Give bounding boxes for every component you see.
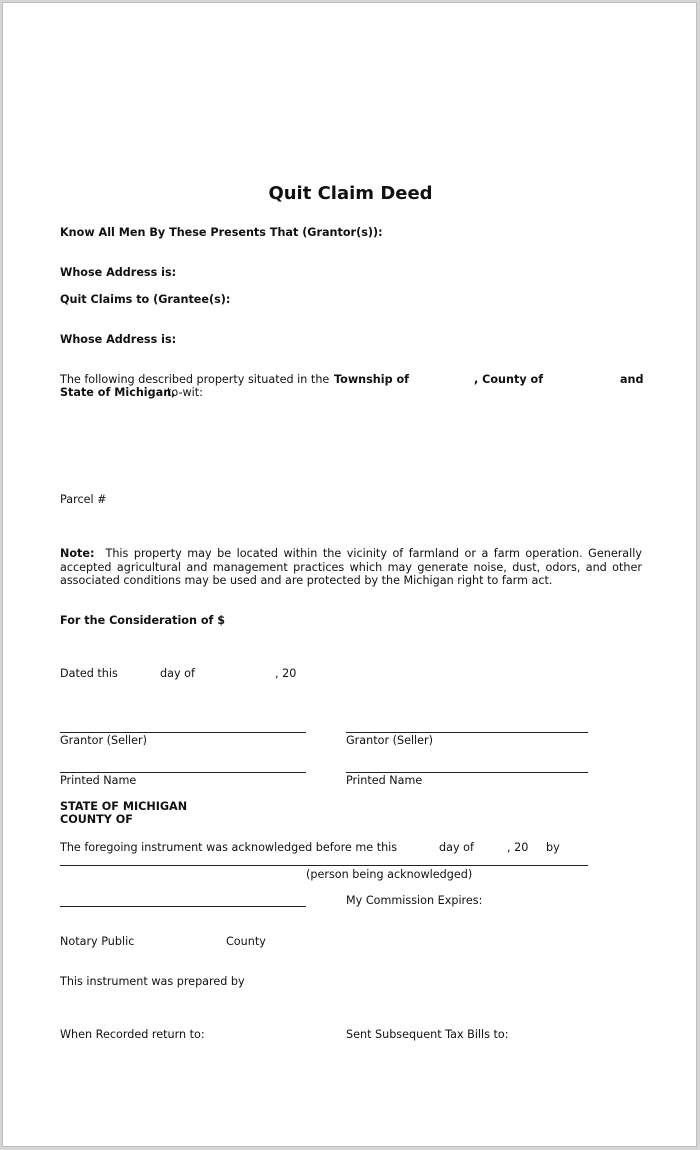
grantee-address-label: Whose Address is: xyxy=(60,333,177,346)
printed-name-line-right[interactable] xyxy=(346,772,588,773)
consideration-label: For the Consideration of $ xyxy=(60,614,226,627)
notary-county-label: COUNTY OF xyxy=(60,813,133,826)
grantee-label: Quit Claims to (Grantee(s): xyxy=(60,293,231,306)
and-label: and xyxy=(620,373,644,386)
acknowledged-year: , 20 xyxy=(507,841,529,854)
property-text: The following described property situated in the xyxy=(60,373,330,386)
document-title: Quit Claim Deed xyxy=(268,183,433,204)
dated-this-label: Dated this xyxy=(60,667,118,680)
county-of-label: , County of xyxy=(474,373,544,386)
grantor-role-left: Grantor (Seller) xyxy=(60,734,148,747)
recorded-return-label: When Recorded return to: xyxy=(60,1028,205,1041)
dated-year-label: , 20 xyxy=(275,667,297,680)
notary-public-label: Notary Public xyxy=(60,935,135,948)
prepared-by-label: This instrument was prepared by xyxy=(60,975,245,988)
printed-name-line-left[interactable] xyxy=(60,772,306,773)
dated-day-of-label: day of xyxy=(160,667,195,680)
acknowledged-day-of: day of xyxy=(439,841,474,854)
note-text: This property may be located within the vicinity of farmland or a farm operation. Generally accepted agricultural and management practices which may generate noise, dust, odors, and other associated conditions may be used and are protected by the Michigan right to farm act. xyxy=(60,547,642,588)
notary-state-label: STATE OF MICHIGAN xyxy=(60,800,188,813)
parcel-label: Parcel # xyxy=(60,493,107,506)
grantor-role-right: Grantor (Seller) xyxy=(346,734,434,747)
document-page xyxy=(2,2,697,1147)
grantor-address-label: Whose Address is: xyxy=(60,266,177,279)
grantor-signature-line-left[interactable] xyxy=(60,732,306,733)
grantor-signature-line-right[interactable] xyxy=(346,732,588,733)
note-paragraph xyxy=(60,547,642,588)
person-acknowledged-label: (person being acknowledged) xyxy=(306,868,473,881)
printed-name-right: Printed Name xyxy=(346,774,423,787)
notary-signature-line[interactable] xyxy=(60,906,306,907)
township-label: Township of xyxy=(334,373,410,386)
note-label: Note: xyxy=(60,547,95,560)
grantor-label: Know All Men By These Presents That (Grantor(s)): xyxy=(60,226,383,239)
printed-name-left: Printed Name xyxy=(60,774,137,787)
commission-expires-label: My Commission Expires: xyxy=(346,894,483,907)
notary-county-field-label: County xyxy=(226,935,266,948)
tax-bills-label: Sent Subsequent Tax Bills to: xyxy=(346,1028,509,1041)
to-wit-label: to-wit: xyxy=(167,386,203,399)
person-acknowledged-line[interactable] xyxy=(60,865,588,866)
acknowledged-text: The foregoing instrument was acknowledged before me this xyxy=(60,841,398,854)
acknowledged-by: by xyxy=(546,841,560,854)
state-label: State of Michigan, xyxy=(60,386,176,399)
